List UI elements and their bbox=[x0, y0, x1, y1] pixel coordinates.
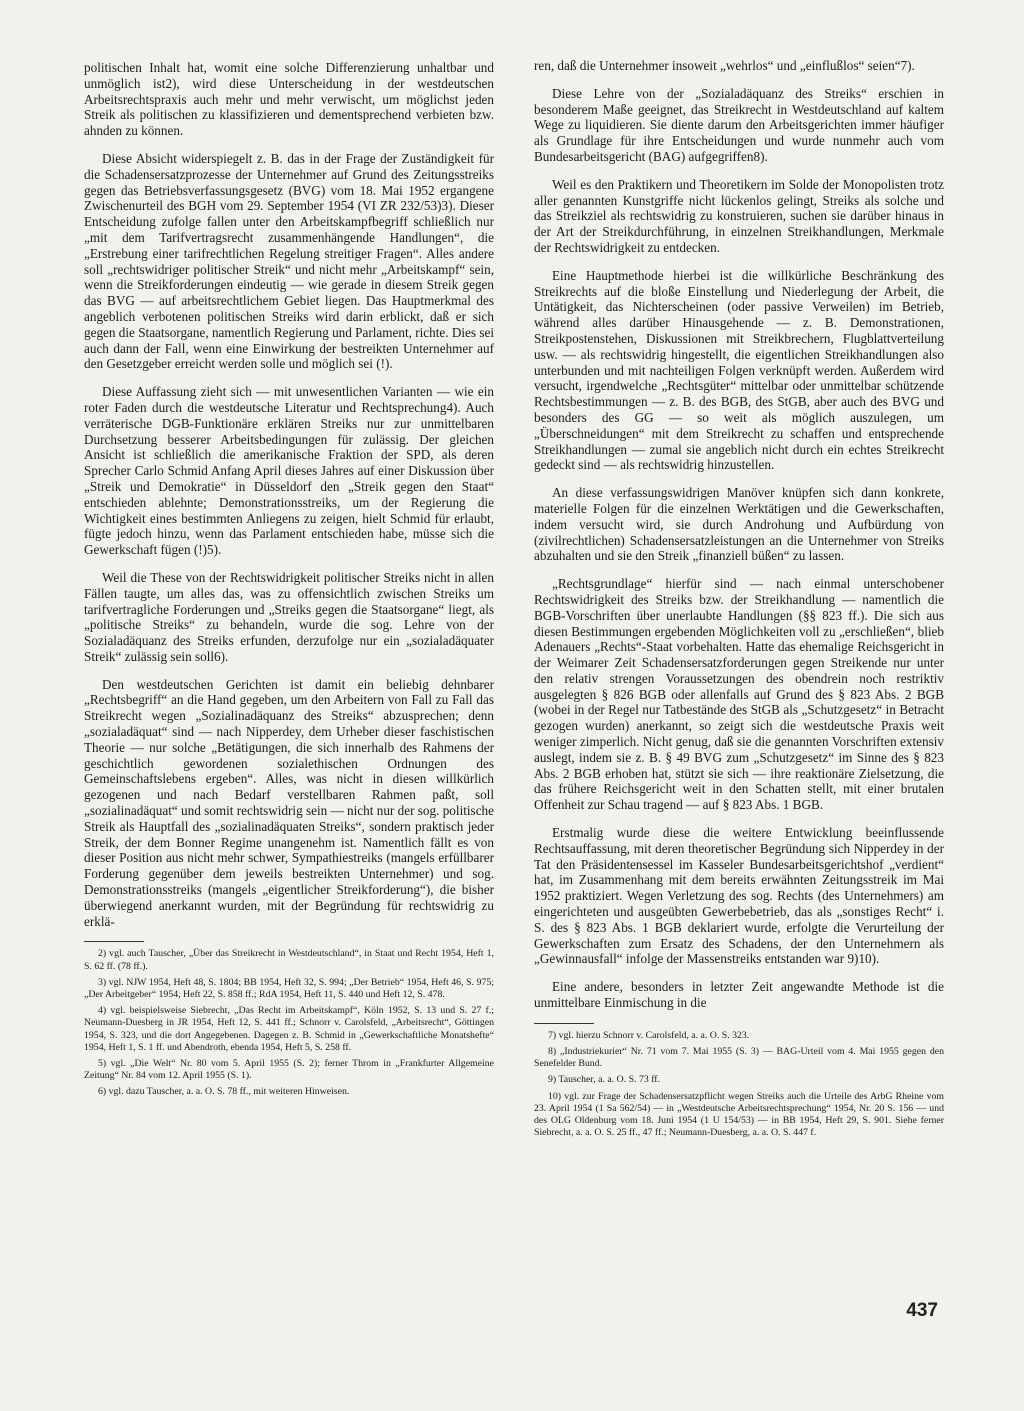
paragraph: Eine andere, besonders in letzter Zeit angewandte Methode ist die unmittelbare Einmischung in die bbox=[534, 979, 944, 1011]
footnote: 4) vgl. beispielsweise Siebrecht, „Das Recht im Arbeitskampf“, Köln 1952, S. 13 und S. 27 f.; Neumann-Duesberg in JR 1954, Heft 12, S. 441 ff.; Schnorr v. Carolsfeld, „Arbeitsrecht“, Göttingen 1954, S. 323, und die dort Angegebenen. Dagegen z. B. Schmid in „Gewerkschaftliche Monatshefte“ 1954, Heft 1, S. 1 ff. und Abendroth, ebenda 1954, Heft 5, S. 258 ff. bbox=[84, 1005, 494, 1053]
right-column bbox=[534, 58, 944, 1143]
paragraph: „Rechtsgrundlage“ hierfür sind — nach einmal unterschobener Rechtswidrigkeit des Streiks bzw. der Streikhandlung — namentlich die BGB-Vorschriften über unerlaubte Handlungen (§§ 823 ff.). Die sich aus diesen Bestimmungen ergebenden Möglichkeiten voll zu „erschließen“, blieb Adenauers „Rechts“-Staat vorbehalten. Hatte das ehemalige Reichsgericht in der Weimarer Zeit Schadensersatzforderungen gegen Streikende nur unter den relativ strengen Voraussetzungen des obendrein noch restriktiv ausgelegten § 826 BGB oder allenfalls auf Grund des § 823 Abs. 2 BGB (wobei in der Regel nur Tatbestände des StGB als „Schutzgesetz“ in Betracht gezogen wurden) anerkannt, so zeigt sich die westdeutsche Praxis weit weniger zimperlich. Nicht genug, daß sie die genannten Vorschriften extensiv auslegt, indem sie z. B. § 49 BVG zum „Schutzgesetz“ im Sinne des § 823 Abs. 2 BGB erhoben hat, stützt sie sich — ihre reaktionäre Zielsetzung, die das frühere Reichsgericht weit in den Schatten stellt, mit einer brutalen Offenheit zur Schau tragend — auf § 823 Abs. 1 BGB. bbox=[534, 576, 944, 813]
paragraph: Den westdeutschen Gerichten ist damit ein beliebig dehnbarer „Rechtsbegriff“ an die Hand gegeben, um den Arbeitern von Fall zu Fall das Streikrecht wegen „Sozialinadäquanz des Streiks“ abzusprechen; denn „sozialadäquat“ sind — nach Nipperdey, dem Urheber dieser faschistischen Theorie — nur solche „Betätigungen, die sich innerhalb des Rahmens der geschichtlich gewordenen sozialethischen Ordnungen des Gemeinschaftslebens ergeben“. Alles, was nicht in diesen willkürlich gezogenen und nach Bedarf verstellbaren Rahmen paßt, soll „sozialinadäquat“ und somit rechtswidrig sein — nicht nur der sog. politische Streik als Hauptfall des „sozialinadäquaten Streiks“, sondern praktisch jeder Streik, der dem Bonner Regime unangenehm ist. Namentlich fällt es von dieser Position aus nicht mehr schwer, Sympathiestreiks (mangels erfüllbarer Forderung gegenüber dem jeweils bestreikten Unternehmer) und sog. Demonstrationsstreiks (mangels „eigentlicher Streikforderung“), die bisher überwiegend anerkannt wurden, mit der Begründung für rechtswidrig zu erklä- bbox=[84, 676, 494, 929]
paragraph: Weil die These von der Rechtswidrigkeit politischer Streiks nicht in allen Fällen taugte, um alles das, was zu offensichtlich zwischen Streiks um tarifvertragliche Forderungen und „Streiks gegen die Staatsorgane“ liegt, als „politische Streiks“ zu behandeln, wurde die sog. Lehre von der Sozialadäquanz des Streiks erfunden, derzufolge nur ein „sozialadäquater Streik“ zulässig sein soll6). bbox=[84, 569, 494, 664]
paragraph: Eine Hauptmethode hierbei ist die willkürliche Beschränkung des Streikrechts auf die bloße Einstellung und Niederlegung der Arbeit, die Untätigkeit, das Nichterscheinen (oder passive Verweilen) im Betrieb, während alles darüber Hinausgehende — z. B. Demonstrationen, Streikpostenstehen, Diskussionen mit Streikbrechern, Flugblattverteilung usw. — als rechtswidrig hingestellt, die eigentlichen Streikhandlungen also unterbunden und mit nachteiligen Folgen verknüpft werden. Außerdem wird versucht, irgendwelche „Rechtsgüter“ mittelbar oder unmittelbar schützende Rechtsbestimmungen — z. B. des BGB, des StGB, aber auch des BVG und besonders des GG — so weit als möglich auszulegen, um „Überschneidungen“ mit dem Streikrecht zu schaffen und entsprechende Streikhandlungen — zumal sie angeblich nicht durch ein echtes Streikrecht gedeckt sind — als rechtswidrig hinzustellen. bbox=[534, 267, 944, 473]
footnote-divider bbox=[534, 1023, 594, 1024]
paragraph: Erstmalig wurde diese die weitere Entwicklung beeinflussende Rechtsauffassung, mit deren theoretischer Begründung sich Nipperdey in der Tat den Präsidentensessel im Kasseler Bundesarbeitsgerichtshof „verdient“ hat, im Zusammenhang mit dem bereits erwähnten Zeitungsstreik im Mai 1952 praktiziert. Wegen Verletzung des sog. Rechts (des Unternehmers) am eingerichteten und ausgeübten Gewerbebetrieb, das als „sonstiges Recht“ i. S. des § 823 Abs. 1 BGB deklariert wurde, erfolgte die Verurteilung der Gewerkschaften zum Ersatz des Schadens, der den Unternehmern als „Gewinnausfall“ infolge der Massenstreiks entstanden war 9)10). bbox=[534, 825, 944, 967]
footnote: 5) vgl. „Die Welt“ Nr. 80 vom 5. April 1955 (S. 2); ferner Throm in „Frankfurter Allgemeine Zeitung“ Nr. 84 vom 12. April 1955 (S. 1). bbox=[84, 1058, 494, 1082]
paragraph: politischen Inhalt hat, womit eine solche Differenzierung unhaltbar und unmöglich ist2), wird diese Unterscheidung in der westdeutschen Arbeitsrechtspraxis auch mehr und mehr verwischt, um möglichst jeden Streik als politischen zu klassifizieren und dementsprechend verbieten bzw. ahnden zu können. bbox=[84, 60, 494, 139]
footnote: 9) Tauscher, a. a. O. S. 73 ff. bbox=[548, 1074, 661, 1086]
footnote: 10) vgl. zur Frage der Schadensersatzpflicht wegen Streiks auch die Urteile des ArbG Rheine vom 23. April 1954 (1 Sa 562/54) — in „Westdeutsche Arbeitsrechtsprechung“ 1954, Nr. 20 S. 156 — und des OLG Oldenburg vom 18. Juni 1954 (1 U 154/53) — in BB 1954, Heft 29, S. 901. Siehe ferner Siebrecht, a. a. O. S. 25 ff., 47 ff.; Neumann-Duesberg, a. a. O. S. 447 f. bbox=[534, 1090, 944, 1139]
footnote: 8) „Industriekurier“ Nr. 71 vom 7. Mai 1955 (S. 3) — BAG-Urteil vom 4. Mai 1955 gegen den Senefelder Bund. bbox=[534, 1046, 944, 1070]
page-number: 437 bbox=[906, 1300, 938, 1321]
footnote-divider bbox=[84, 941, 144, 942]
paragraph: Diese Lehre von der „Sozialadäquanz des Streiks“ erschien in besonderem Maße geeignet, das Streikrecht in Westdeutschland auf kaltem Wege zu liquidieren. Sie diente darum den Arbeitsgerichten immer häufiger als Grundlage für ihre Entscheidungen und wurde nunmehr auch vom Bundesarbeitsgericht (BAG) aufgegriffen8). bbox=[534, 85, 944, 164]
footnote: 6) vgl. dazu Tauscher, a. a. O. S. 78 ff., mit weiteren Hinweisen. bbox=[98, 1086, 350, 1098]
paragraph: Diese Auffassung zieht sich — mit unwesentlichen Varianten — wie ein roter Faden durch die westdeutsche Literatur und Rechtsprechung4). Auch verräterische DGB-Funktionäre erklären Streiks nur zur unmittelbaren Durchsetzung besserer Arbeitsbedingungen für zulässig. Der gleichen Ansicht ist schließlich die amerikanische Fraktion der SPD, als deren Sprecher Carlo Schmid Anfang April dieses Jahres auf einer Diskussion über „Streik und Demokratie“ in Düsseldorf den „Streik gegen den Staat“ entschieden ablehnte; Demonstrationsstreiks, um der Regierung die Wichtigkeit eines bestimmten Anliegens zu zeigen, hielt Schmid für erlaubt, fügte jedoch hinzu, wenn das Parlament entschieden habe, müsse sich die Gewerkschaft fügen (!)5). bbox=[84, 384, 494, 558]
footnote: 2) vgl. auch Tauscher, „Über das Streikrecht in Westdeutschland“, in Staat und Recht 1954, Heft 1, S. 62 ff. (78 ff.). bbox=[84, 948, 494, 972]
footnote: 7) vgl. hierzu Schnorr v. Carolsfeld, a. a. O. S. 323. bbox=[548, 1029, 750, 1041]
paragraph: An diese verfassungswidrigen Manöver knüpfen sich dann konkrete, materielle Folgen für die einzelnen Werktätigen und die Gewerkschaften, indem versucht wird, sie durch Androhung und Aufbürdung von (zivilrechtlichen) Schadensersatzleistungen an die Unternehmer von Streiks abzuhalten und sie den Streik „finanziell büßen“ zu lassen. bbox=[534, 485, 944, 564]
left-column bbox=[84, 60, 494, 1103]
paragraph: ren, daß die Unternehmer insoweit „wehrlos“ und „einflußlos“ seien“7). bbox=[534, 58, 915, 73]
paragraph: Diese Absicht widerspiegelt z. B. das in der Frage der Zuständigkeit für die Schadensersatzprozesse der Unternehmer auf Grund des Zeitungsstreiks gegen das Betriebsverfassungsgesetz (BVG) vom 18. Mai 1952 ergangene Zwischenurteil des BGH vom 29. September 1954 (VI ZR 232/53)3). Dieser Entscheidung zufolge fallen unter den Arbeitskampfbegriff schließlich nur „mit dem Tarifvertragsrecht zusammenhängende Handlungen“, die „Erstrebung einer tarifrechtlichen Regelung streitiger Fragen“. Alles andere soll „rechtswidriger politischer Streik“ und nicht mehr „Arbeitskampf“ sein, wenn die Streikforderungen eindeutig — wie gerade in diesem Streik gegen das BVG — auf arbeitsrechtlichem Gebiet liegen. Das Hauptmerkmal des angeblich verbotenen politischen Streiks wird darin erblickt, daß er sich gegen die Staatsorgane, namentlich Regierung und Parlament, richte. Dies sei auch dann der Fall, wenn eine Einwirkung der bestreikten Unternehmer auf den Gesetzgeber erreicht werden solle und möglich sei (!). bbox=[84, 150, 494, 372]
paragraph: Weil es den Praktikern und Theoretikern im Solde der Monopolisten trotz aller genannten Kunstgriffe nicht lückenlos gelingt, Streiks als solche und das Streikziel als rechtswidrig zu konstruieren, suchen sie darüber hinaus in der Art der Streikdurchführung, in einzelnen Streikhandlungen, Merkmale der Rechtswidrigkeit zu entdecken. bbox=[534, 176, 944, 255]
footnote: 3) vgl. NJW 1954, Heft 48, S. 1804; BB 1954, Heft 32, S. 994; „Der Betrieb“ 1954, Heft 46, S. 975; „Der Arbeitgeber“ 1954, Heft 22, S. 858 ff.; RdA 1954, Heft 11, S. 440 und Heft 12, S. 478. bbox=[84, 976, 494, 1001]
